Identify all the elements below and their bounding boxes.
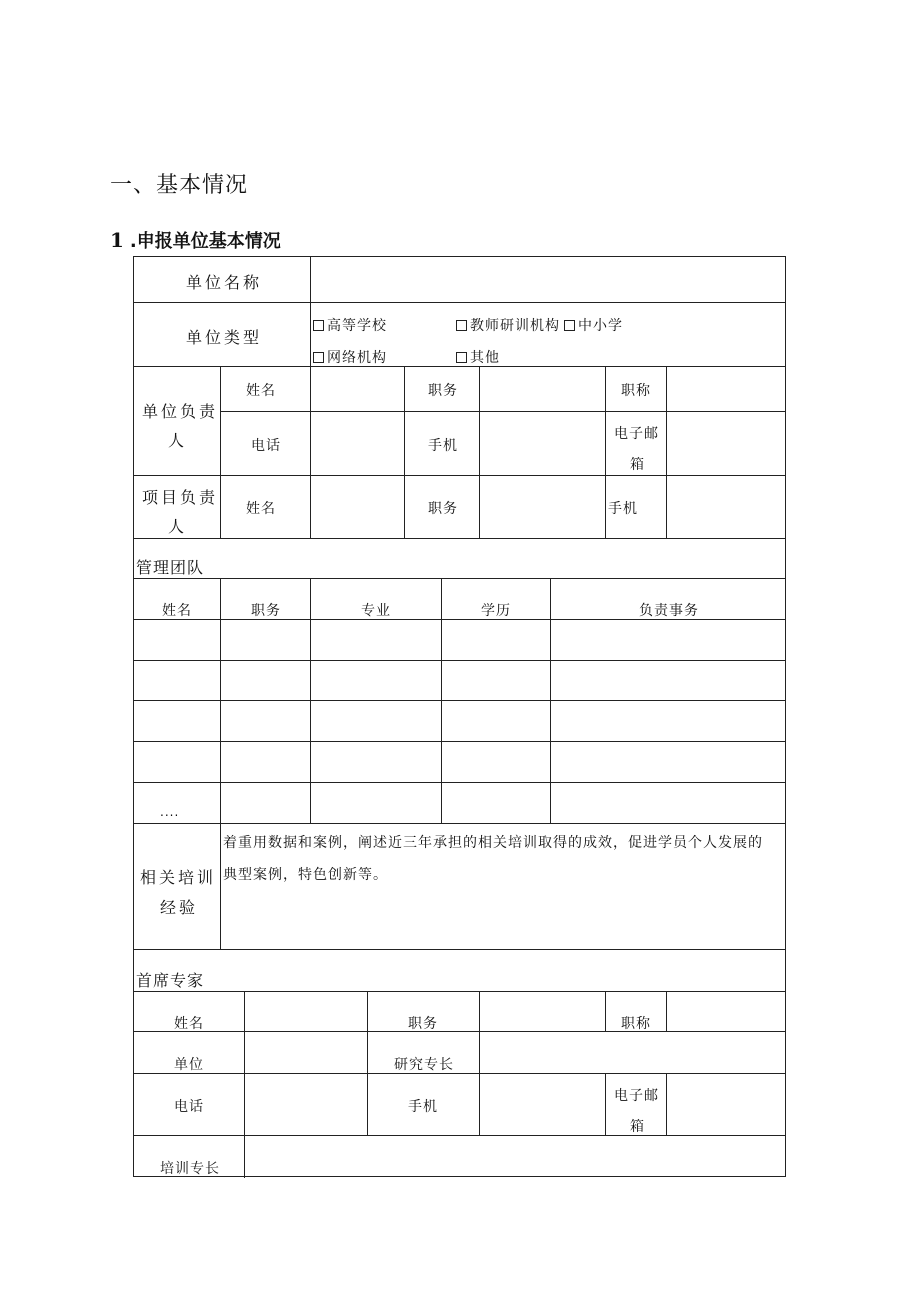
experience-label-line2: 经验 (160, 898, 199, 917)
subsection-title-text: .申报单位基本情况 (129, 231, 281, 252)
expert-mobile-label: 手机 (408, 1099, 438, 1115)
checkbox-icon (564, 320, 575, 331)
expert-research-label: 研究专长 (394, 1057, 454, 1073)
expert-name-label: 姓名 (174, 1016, 204, 1032)
expert-title: 首席专家 (136, 971, 205, 990)
unit-head-mobile-label: 手机 (428, 438, 458, 454)
option-teacher-training-institution[interactable]: 教师研训机构 (456, 315, 560, 335)
project-head-mobile-label: 手机 (608, 501, 638, 517)
option-primary-secondary-school[interactable]: 中小学 (564, 315, 623, 335)
team-header-education: 学历 (481, 603, 511, 619)
subsection-title (110, 227, 281, 253)
project-head-position-label: 职务 (428, 501, 458, 517)
unit-head-label-line1: 单位负责 (142, 402, 219, 421)
project-head-name-label: 姓名 (246, 501, 276, 517)
experience-text-line1: 着重用数据和案例，阐述近三年承担的相关培训取得的成效，促进学员个人发展的 (223, 835, 763, 851)
checkbox-icon (313, 352, 324, 363)
unit-head-phone-label: 电话 (251, 438, 281, 454)
unit-name-label: 单位名称 (186, 273, 263, 292)
basic-info-form (133, 256, 786, 1177)
option-other[interactable]: 其他 (456, 347, 500, 367)
checkbox-icon (456, 320, 467, 331)
expert-phone-label: 电话 (174, 1099, 204, 1115)
unit-head-name-label: 姓名 (246, 383, 276, 399)
option-higher-education[interactable]: 高等学校 (313, 315, 387, 335)
experience-label-line1: 相关培训 (140, 868, 217, 887)
expert-position-label: 职务 (408, 1016, 438, 1032)
unit-head-position-label: 职务 (428, 383, 458, 399)
checkbox-icon (456, 352, 467, 363)
experience-text (223, 827, 763, 891)
experience-text-line2: 典型案例，特色创新等。 (223, 867, 388, 883)
team-header-duties: 负责事务 (639, 603, 699, 619)
option-network-institution[interactable]: 网络机构 (313, 347, 387, 367)
section-title: 一、基本情况 (110, 173, 249, 198)
expert-title-label: 职称 (621, 1016, 651, 1032)
team-header-major: 专业 (361, 603, 391, 619)
team-title: 管理团队 (136, 558, 205, 577)
checkbox-icon (313, 320, 324, 331)
team-ellipsis: .... (160, 805, 180, 819)
unit-head-label-line2: 人 (168, 431, 188, 450)
project-head-label-line1: 项目负责 (142, 488, 219, 507)
unit-head-title-label: 职称 (621, 383, 651, 399)
project-head-label-line2: 人 (168, 517, 188, 536)
expert-training-label: 培训专长 (160, 1161, 220, 1177)
subsection-number: 1 (110, 228, 124, 252)
expert-email-label-line1: 电子邮 (614, 1088, 659, 1104)
expert-email-label-line2: 箱 (630, 1119, 645, 1135)
unit-type-label: 单位类型 (186, 328, 263, 347)
expert-unit-label: 单位 (174, 1057, 204, 1073)
team-header-position: 职务 (251, 603, 281, 619)
unit-head-email-label-line2: 箱 (630, 457, 645, 473)
unit-head-email-label-line1: 电子邮 (614, 426, 659, 442)
team-header-name: 姓名 (162, 603, 192, 619)
